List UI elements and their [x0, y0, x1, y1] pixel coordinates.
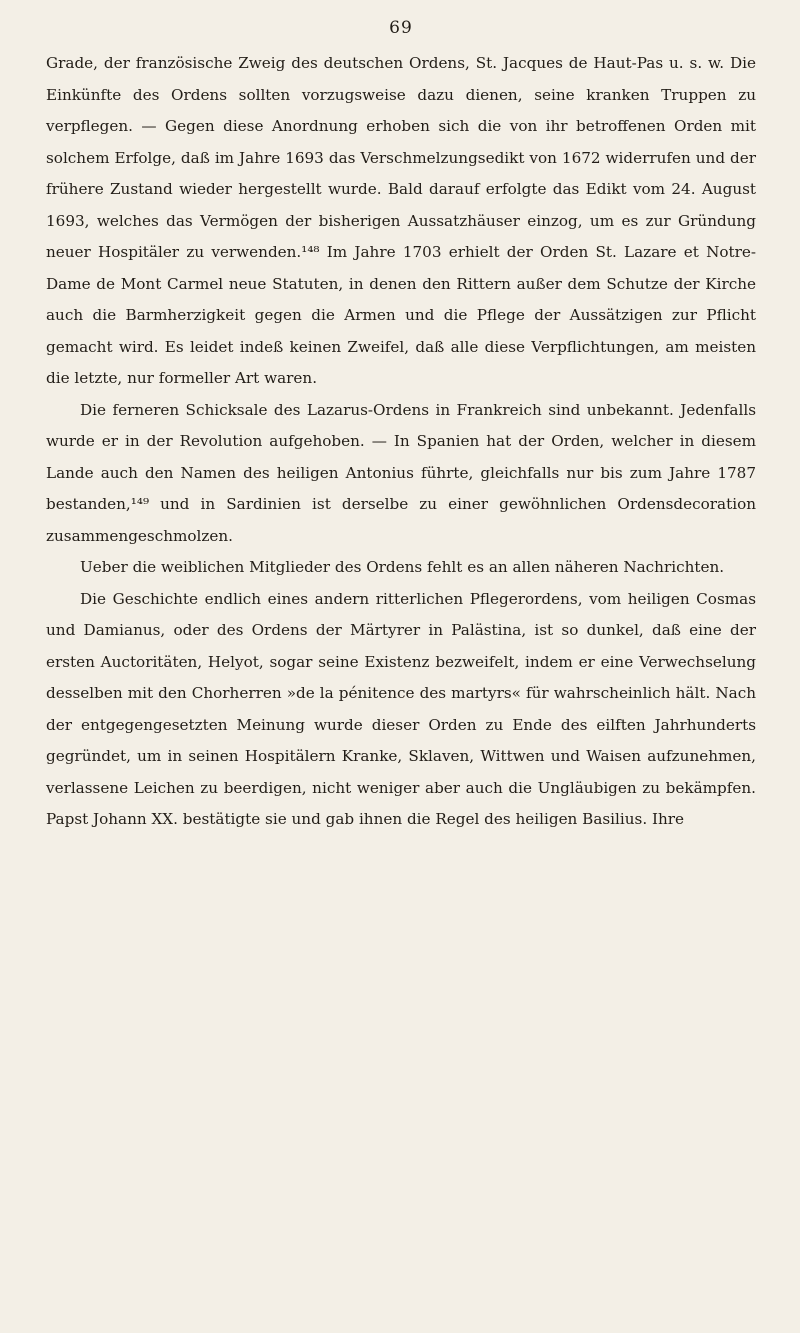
paragraph-2: Die ferneren Schicksale des Lazarus-Ordens in Frankreich sind unbekannt. Jedenfalls wurde er in der Revolution aufgehoben. — In Spanien hat der Orden, welcher in diesem Lande auch den Namen des heiligen Antonius führte, gleichfalls nur bis zum Jahre 1787 bestanden,¹⁴⁹ und in Sardinien ist derselbe zu einer gewöhnlichen Ordensdecoration zusammengeschmolzen. [46, 400, 756, 545]
page-number: 69 [389, 18, 413, 38]
paragraph-3: Ueber die weiblichen Mitglieder des Ordens fehlt es an allen näheren Nachrichten. [80, 558, 725, 576]
paragraph-1: Grade, der französische Zweig des deutschen Ordens, St. Jacques de Haut-Pas u. s. w. Die Einkünfte des Ordens sollten vorzugsweise dazu dienen, seine kranken Truppen zu verpflegen. — Gegen diese Anordnung erhoben sich die von ihr betroffenen Orden mit solchem Erfolge, daß im Jahre 1693 das Verschmelzungsedikt von 1672 widerrufen und der frühere Zustand wieder hergestellt wurde. Bald darauf erfolgte das Edikt vom 24. August 1693, welches das Vermögen der bisherigen Aussatzhäuser einzog, um es zur Gründung neuer Hospitäler zu verwenden.¹⁴⁸ Im Jahre 1703 erhielt der Orden St. Lazare et Notre-Dame de Mont Carmel neue Statuten, in denen den Rittern außer dem Schutze der Kirche auch die Barmherzigkeit gegen die Armen und die Pflege der Aussätzigen zur Pflicht gemacht wird. Es leidet indeß keinen Zweifel, daß alle diese Verpflichtungen, am meisten die letzte, nur formeller Art waren. [46, 54, 756, 387]
paragraph-4: Die Geschichte endlich eines andern ritterlichen Pflegerordens, vom heiligen Cosmas und Damianus, oder des Ordens der Märtyrer in Palästina, ist so dunkel, daß eine der ersten Auctoritäten, Helyot, sogar seine Existenz bezweifelt, indem er eine Verwechselung desselben mit den Chorherren »de la pénitence des martyrs« für wahrscheinlich hält. Nach der entgegengesetzten Meinung wurde dieser Orden zu Ende des eilften Jahrhunderts gegründet, um in seinen Hospitälern Kranke, Sklaven, Wittwen und Waisen aufzunehmen, verlassene Leichen zu beerdigen, nicht weniger aber auch die Ungläubigen zu bekämpfen. Papst Johann XX. bestätigte sie und gab ihnen die Regel des heiligen Basilius. Ihre [46, 589, 756, 828]
